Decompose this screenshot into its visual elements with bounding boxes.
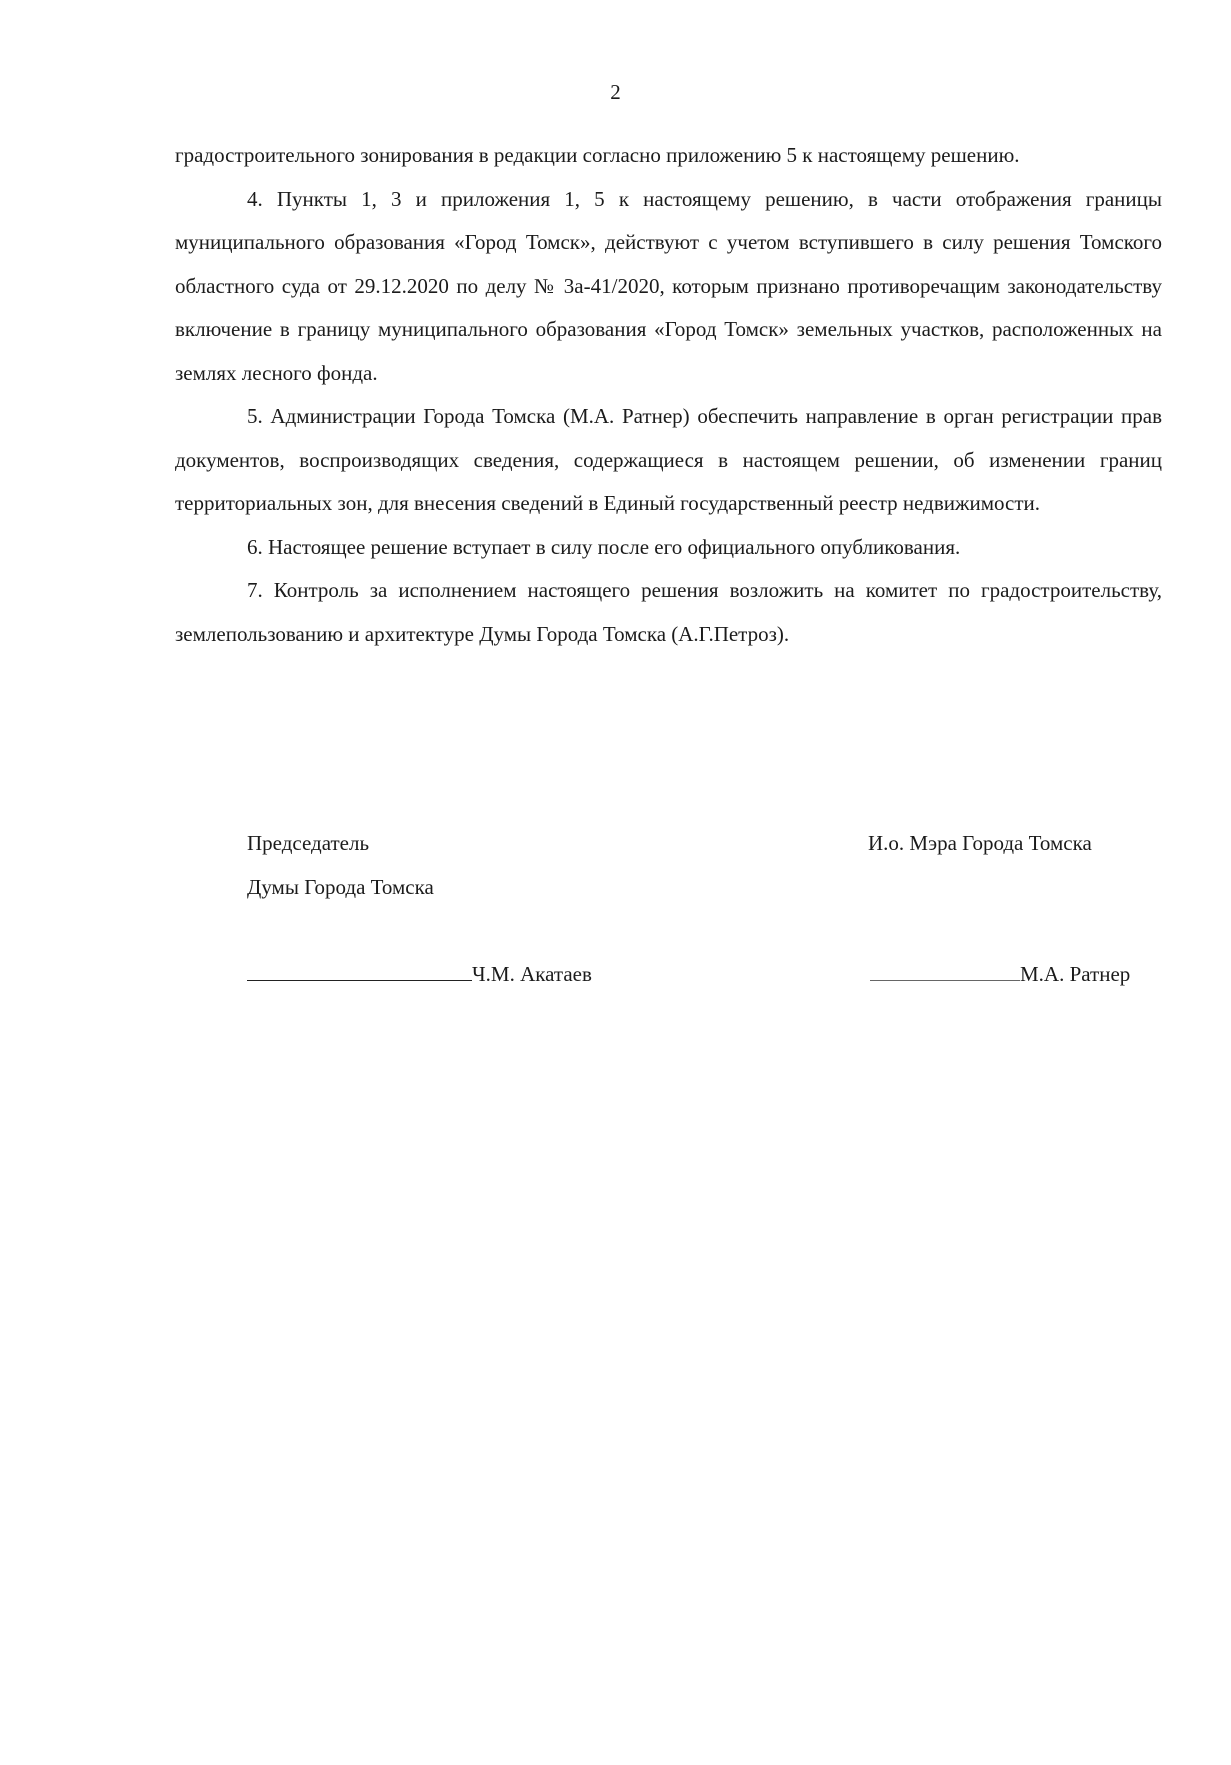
mayor-signature-line <box>870 960 1130 987</box>
signature-block-mayor <box>868 822 1092 866</box>
chairman-title-line1: Председатель <box>247 831 370 855</box>
paragraph-4: 4. Пункты 1, 3 и приложения 1, 5 к настоящему решению, в части отображения границы муниципального образования «Город Томск», действуют с учетом вступившего в силу решения Томского областного суда от 29.12.2020 по делу № 3а-41/2020, которым признано противоречащим законодательству включение в границу муниципального образования «Город Томск» земельных участков, расположенных на землях лесного фонда. <box>175 186 1162 385</box>
mayor-title: И.о. Мэра Города Томска <box>868 831 1092 855</box>
paragraph-3-continuation: градостроительного зонирования в редакции согласно приложению 5 к настоящему решению. <box>175 143 1020 167</box>
chairman-title-line2: Думы Города Томска <box>247 874 434 899</box>
chairman-signature-line <box>247 960 592 987</box>
page-number: 2 <box>610 80 621 104</box>
paragraph-6: 6. Настоящее решение вступает в силу после его официального опубликования. <box>247 534 961 559</box>
document-body <box>175 134 1162 656</box>
mayor-name: М.А. Ратнер <box>1020 962 1131 986</box>
signature-block-chairman <box>247 822 434 909</box>
paragraph-7: 7. Контроль за исполнением настоящего решения возложить на комитет по градостроительству, землепользованию и архитектуре Думы Города Томска (А.Г.Петроз). <box>175 578 1162 646</box>
signature-blank-line <box>870 960 1020 981</box>
signature-blank-line <box>247 960 472 981</box>
chairman-name: Ч.М. Акатаев <box>472 962 592 986</box>
paragraph-5: 5. Администрации Города Томска (М.А. Ратнер) обеспечить направление в орган регистрации прав документов, воспроизводящих сведения, содержащиеся в настоящем решении, об изменении границ территориальных зон, для внесения сведений в Единый государственный реестр недвижимости. <box>175 404 1162 515</box>
